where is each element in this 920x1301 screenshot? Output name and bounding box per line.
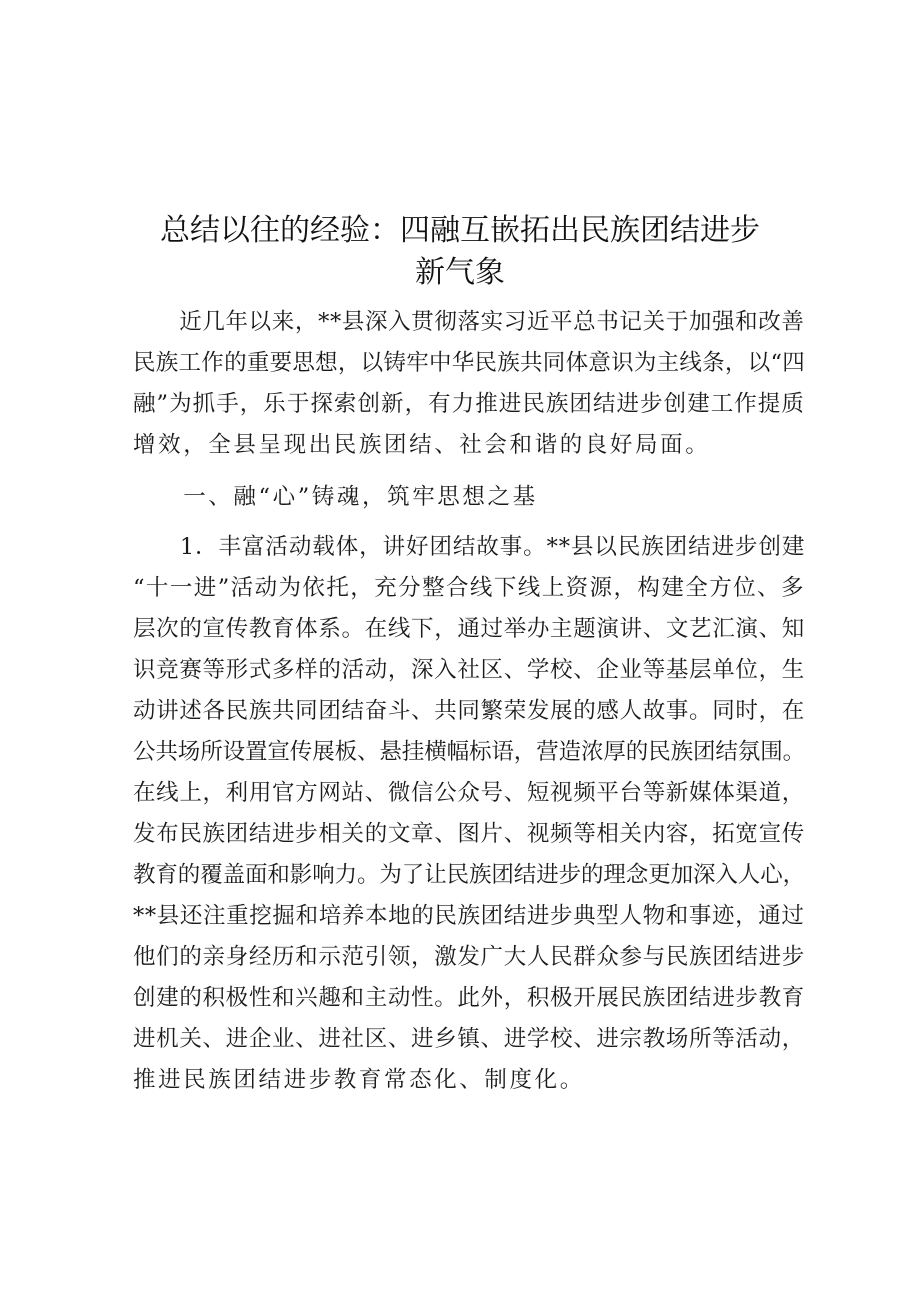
item-1-line: 教育的覆盖面和影响力。为了让民族团结进步的理念更加深入人心， [133, 862, 806, 888]
item-1-line: 动讲述各民族共同团结奋斗、共同繁荣发展的感人故事。同时，在 [133, 698, 805, 724]
item-1-line: 识竞赛等形式多样的活动，深入社区、学校、企业等基层单位，生 [133, 657, 805, 683]
item-1-line: 层次的宣传教育体系。在线下，通过举办主题演讲、文艺汇演、知 [133, 616, 805, 642]
item-1-line: 创建的积极性和兴趣和主动性。此外，积极开展民族团结进步教育 [133, 985, 805, 1011]
intro-paragraph [133, 302, 806, 466]
item-1-line: 发布民族团结进步相关的文章、图片、视频等相关内容，拓宽宣传 [133, 821, 805, 847]
item-1-line: “十一进”活动为依托，充分整合线下线上资源，构建全方位、多 [133, 575, 805, 601]
document-title-line-2: 新气象 [415, 255, 505, 290]
item-1-paragraph [133, 527, 806, 1101]
section-heading-text: 一、融“心”铸魂，筑牢思想之基 [133, 484, 538, 510]
item-1-line: **县还注重挖掘和培养本地的民族团结进步典型人物和事迹，通过 [133, 903, 805, 929]
item-1-line: 他们的亲身经历和示范引领，激发广大人民群众参与民族团结进步 [133, 944, 805, 970]
item-1-line: 推进民族团结进步教育常态化、制度化。 [133, 1067, 585, 1093]
intro-line: 近几年以来，**县深入贯彻落实习近平总书记关于加强和改善 [133, 309, 805, 335]
intro-line: 民族工作的重要思想，以铸牢中华民族共同体意识为主线条，以“四 [133, 350, 806, 376]
section-heading-1 [133, 477, 803, 518]
item-1-line: 进机关、进企业、进社区、进乡镇、进学校、进宗教场所等活动， [133, 1026, 805, 1052]
item-1-line: 1．丰富活动载体，讲好团结故事。**县以民族团结进步创建 [133, 534, 806, 560]
item-1-line: 在线上，利用官方网站、微信公众号、短视频平台等新媒体渠道， [133, 780, 805, 806]
item-1-line: 公共场所设置宣传展板、悬挂横幅标语，营造浓厚的民族团结氛围。 [133, 739, 806, 765]
intro-line: 增效，全县呈现出民族团结、社会和谐的良好局面。 [133, 432, 711, 458]
intro-line: 融”为抓手，乐于探索创新，有力推进民族团结进步创建工作提质 [133, 391, 805, 417]
document-title-line-1: 总结以往的经验：四融互嵌拓出民族团结进步 [160, 213, 760, 248]
